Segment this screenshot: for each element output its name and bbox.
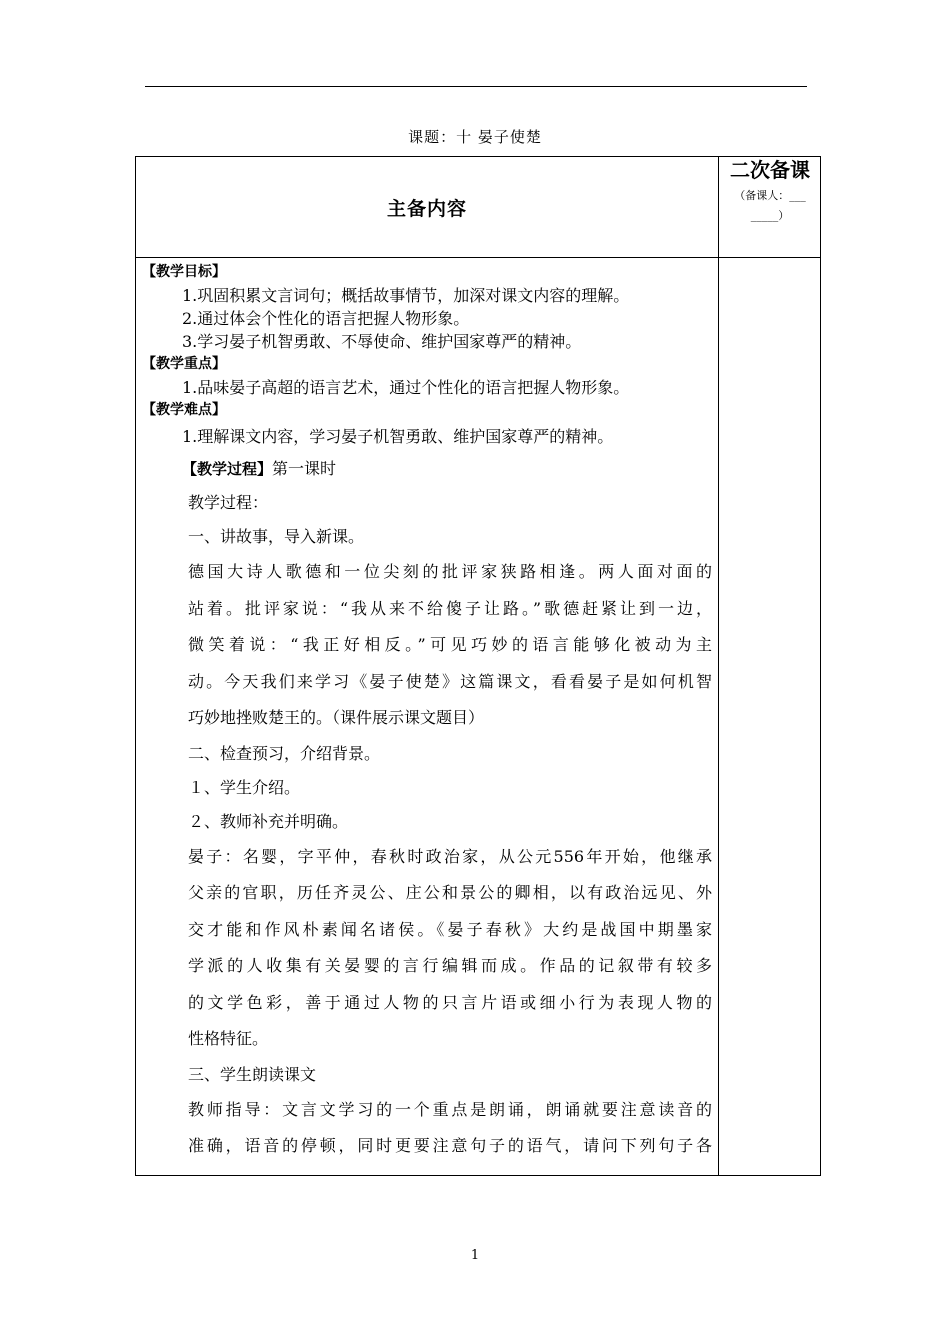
header-divider (136, 257, 820, 258)
process-heading-line (142, 452, 712, 486)
course-title: 课题：十 晏子使楚 (408, 128, 542, 146)
step-2: 二、检查预习，介绍背景。 (188, 743, 381, 763)
background-line: 晏子：名婴，字平仲，春秋时政治家，从公元556年开始，他继承 (188, 846, 712, 866)
story-line: 德国大诗人歌德和一位尖刻的批评家狭路相逢。两人面对面的 (188, 562, 712, 581)
step-3: 三、学生朗读课文 (188, 1064, 317, 1084)
preparer-note: （备课人：___ _____） (734, 189, 806, 222)
secondary-prep-header (719, 157, 821, 257)
difficulties-heading: 【教学难点】 (142, 402, 226, 418)
guidance-line: 教师指导：文言文学习的一个重点是朗诵，朗诵就要注意读音的 (188, 1099, 712, 1119)
guidance-line: 准确，语音的停顿，同时更要注意句子的语气，请问下列句子各 (188, 1136, 712, 1155)
step-2-1: １、学生介绍。 (188, 777, 301, 797)
background-paragraph (142, 839, 712, 1058)
key-point-item: 1.品味晏子高超的语言艺术，通过个性化的语言把握人物形象。 (182, 378, 630, 397)
background-line: 父亲的官职，历任齐灵公、庄公和景公的卿相，以有政治远见、外 (188, 883, 712, 902)
story-line: 巧妙地挫败楚王的。（课件展示课文题目） (188, 708, 485, 727)
key-points-heading: 【教学重点】 (142, 356, 226, 372)
process-heading: 【教学过程】 (182, 460, 273, 478)
story-line: 站着。批评家说：“我从来不给傻子让路。”歌德赶紧让到一边， (188, 598, 712, 618)
header-rule (145, 86, 807, 87)
step-1: 一、讲故事，导入新课。 (188, 527, 365, 546)
objective-item: 2.通过体会个性化的语言把握人物形象。 (182, 309, 470, 328)
story-line: 微笑着说：“我正好相反。”可见巧妙的语言能够化被动为主 (188, 635, 712, 654)
secondary-prep-title: 二次备课 (730, 158, 810, 182)
guidance-paragraph (142, 1092, 712, 1165)
main-content (142, 261, 712, 1165)
column-divider (718, 157, 719, 1175)
step-2-2: ２、教师补充并明确。 (188, 811, 349, 831)
objective-item: 3.学习晏子机智勇敢、不辱使命、维护国家尊严的精神。 (182, 332, 582, 351)
background-line: 学派的人收集有关晏婴的言行编辑而成。作品的记叙带有较多 (188, 956, 712, 975)
objectives-heading: 【教学目标】 (142, 264, 226, 280)
story-paragraph (142, 554, 712, 737)
difficulty-item: 1.理解课文内容，学习晏子机智勇敢、维护国家尊严的精神。 (182, 427, 614, 446)
background-line: 性格特征。 (188, 1029, 269, 1048)
background-line: 交才能和作风朴素闻名诸侯。《晏子春秋》大约是战国中期墨家 (188, 919, 712, 939)
process-label: 教学过程： (188, 493, 269, 512)
objective-item: 1.巩固积累文言词句；概括故事情节，加深对课文内容的理解。 (182, 286, 630, 305)
background-line: 的文学色彩，善于通过人物的只言片语或细小行为表现人物的 (188, 992, 712, 1012)
lesson-label: 第一课时 (272, 459, 337, 478)
lesson-plan-table (135, 156, 821, 1176)
page-number: 1 (470, 1248, 480, 1263)
story-line: 动。今天我们来学习《晏子使楚》这篇课文，看看晏子是如何机智 (188, 671, 712, 691)
main-content-header: 主备内容 (386, 197, 467, 220)
